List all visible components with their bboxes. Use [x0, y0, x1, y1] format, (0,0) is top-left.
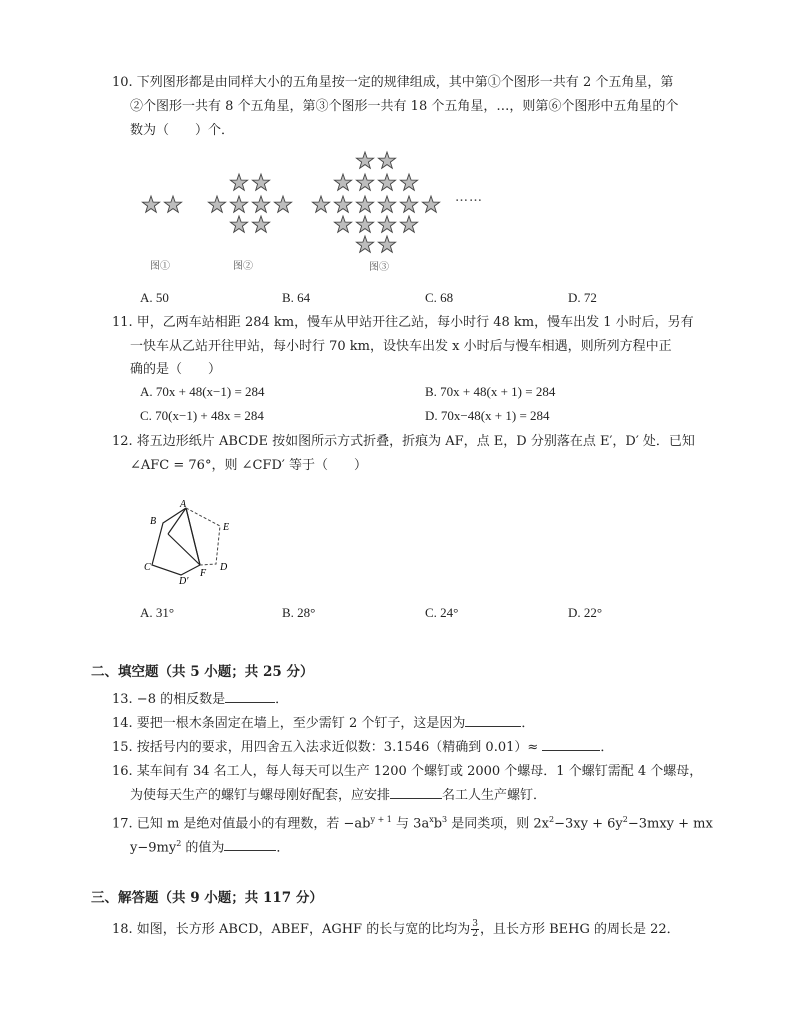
q17-exp4: 2 [549, 815, 555, 824]
q10-option-b: B. 64 [282, 290, 311, 305]
q17-line2 [130, 832, 289, 860]
q16-text-a: 为使每天生产的螺钉与螺母刚好配套，应安排 [130, 788, 391, 803]
ellipsis: …… [455, 190, 483, 205]
q17-seg-h: 的值为 [181, 840, 225, 856]
q17-seg-g: y−9my [130, 840, 177, 856]
q17-exp5: 2 [622, 815, 628, 824]
q17-period: ． [276, 840, 290, 856]
q10-line2: ②个图形一共有 8 个五角星，第③个图形一共有 18 个五角星，…，则第⑥个图形中五角星的个 [130, 99, 679, 114]
q17-seg-e: −3xy + 6y [554, 816, 623, 832]
q11-line1: 11. 甲，乙两车站相距 284 km，慢车从甲站开往乙站，每小时行 48 km，慢车出发 1 小时后，另有 [112, 315, 694, 330]
label-f: F [200, 568, 207, 579]
q17-seg-b: 与 3a [391, 816, 430, 832]
q16-line1: 16. 某车间有 34 名工人，每人每天可以生产 1200 个螺钉或 2000 个螺母．1 个螺钉需配 4 个螺母， [112, 764, 703, 779]
q14 [112, 712, 534, 736]
q11-line2: 一快车从乙站开往甲站，每小时行 70 km，设快车出发 x 小时后与慢车相遇，则所列方程中正 [130, 339, 672, 354]
q13 [112, 688, 288, 712]
q17-seg-d: 是同类项，则 2x [447, 816, 550, 832]
q13-period: ． [275, 692, 289, 707]
star-figures [130, 145, 490, 275]
q12-option-c: C. 24° [425, 605, 459, 620]
q17-seg-a: 17. 已知 m 是绝对值最小的有理数，若 −ab [112, 816, 371, 832]
q12-option-a: A. 31° [140, 605, 175, 620]
q17-exp6: 2 [176, 839, 182, 848]
q12-line1: 12. 将五边形纸片 ABCDE 按如图所示方式折叠，折痕为 AF，点 E，D 分别落在点 E′，D′ 处．已知 [112, 434, 695, 449]
q11-option-d: D. 70x−48(x + 1) = 284 [425, 408, 550, 423]
fraction-denominator: 2 [472, 929, 478, 939]
figure-1-stars [142, 196, 181, 212]
label-a: A [180, 499, 187, 510]
q17-exp2: x [429, 815, 434, 824]
q15 [112, 736, 613, 760]
label-b: B [150, 516, 157, 527]
fraction-numerator: 3 [472, 919, 478, 929]
label-d-prime: D′ [179, 576, 189, 587]
q10-option-c: C. 68 [425, 290, 454, 305]
q12-line2: ∠AFC = 76°，则 ∠CFD′ 等于（ ） [130, 458, 367, 473]
section3-title: 三、解答题（共 9 小题；共 117 分） [91, 890, 323, 906]
q12-option-d: D. 22° [568, 605, 603, 620]
figure-2-stars [208, 174, 291, 232]
figure-3-stars [312, 152, 439, 252]
caption-fig2: 图② [233, 261, 253, 272]
pentagon-figure [140, 498, 240, 588]
q10-option-d: D. 72 [568, 290, 597, 305]
q18-text-a: 18. 如图，长方形 ABCD，ABEF，AGHF 的长与宽的比均为 [112, 922, 471, 937]
q16-line2 [130, 784, 546, 808]
q17-exp3: 3 [442, 815, 448, 824]
q13-blank [225, 690, 275, 703]
q11-option-b: B. 70x + 48(x + 1) = 284 [425, 384, 556, 399]
q14-period: ． [521, 716, 535, 731]
caption-fig3: 图③ [369, 262, 389, 273]
q10-option-a: A. 50 [140, 290, 169, 305]
q12-option-b: B. 28° [282, 605, 316, 620]
fraction-3-2 [471, 920, 479, 939]
q16-blank [390, 786, 442, 799]
q10-line3: 数为（ ）个． [130, 123, 235, 138]
q17-exp1: y + 1 [370, 815, 392, 824]
q18-text-b: ，且长方形 BEHG 的周长是 22． [479, 922, 680, 937]
q15-blank [542, 738, 600, 751]
q16-text-b: 名工人生产螺钉． [442, 788, 547, 803]
q18 [112, 918, 680, 942]
label-c: C [144, 562, 151, 573]
q15-period: ． [600, 740, 614, 755]
q17-seg-c: b [433, 816, 443, 832]
q17-blank [224, 838, 276, 851]
q13-text: 13. −8 的相反数是 [112, 692, 226, 707]
q11-option-a: A. 70x + 48(x−1) = 284 [140, 384, 265, 399]
label-d: D [220, 562, 228, 573]
q15-text: 15. 按括号内的要求，用四舍五入法求近似数：3.1546（精确到 0.01）≈ [112, 740, 539, 755]
q14-text: 14. 要把一根木条固定在墙上，至少需钉 2 个钉子，这是因为 [112, 716, 466, 731]
q11-line3: 确的是（ ） [130, 362, 222, 377]
label-e: E [223, 522, 230, 533]
q14-blank [465, 714, 521, 727]
caption-fig1: 图① [150, 261, 170, 272]
q11-option-c: C. 70(x−1) + 48x = 284 [140, 408, 264, 423]
q10-line1: 10. 下列图形都是由同样大小的五角星按一定的规律组成，其中第①个图形一共有 2 个五角星，第 [112, 75, 674, 90]
section2-title: 二、填空题（共 5 小题；共 25 分） [91, 664, 314, 680]
q17-seg-f: −3mxy + mx [627, 816, 713, 832]
